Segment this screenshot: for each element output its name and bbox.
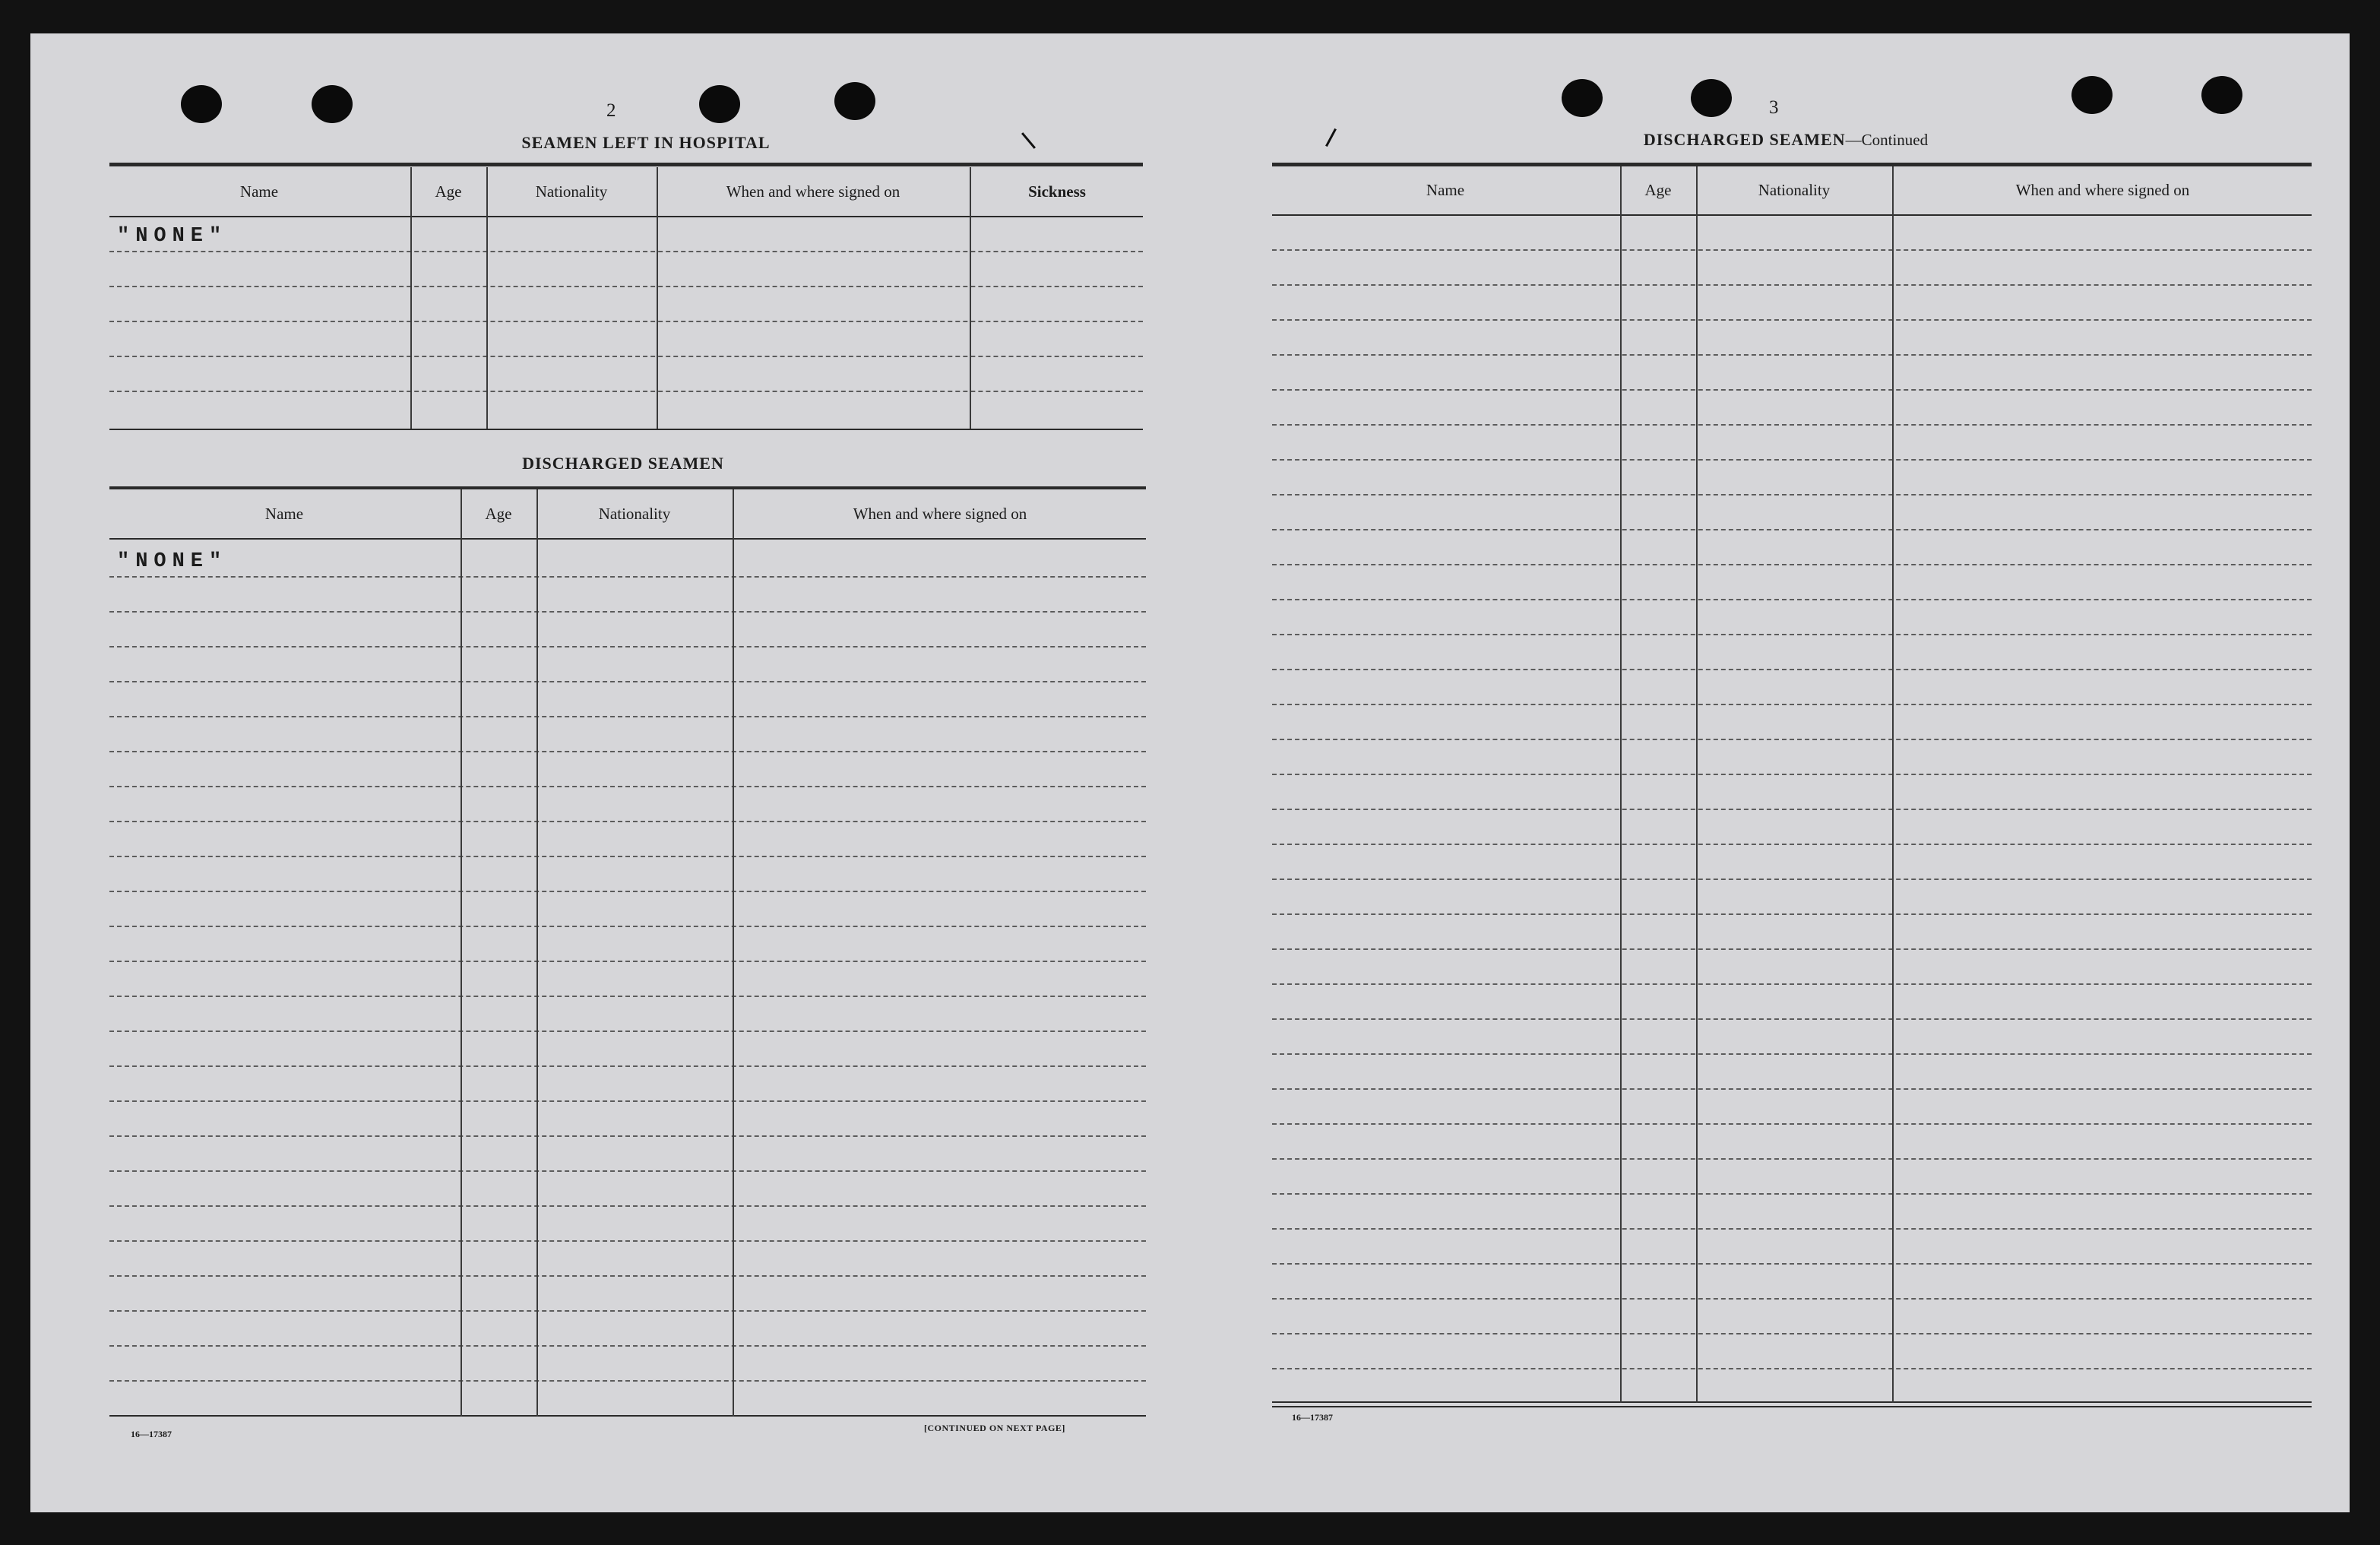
- continued-note: [CONTINUED ON NEXT PAGE]: [924, 1423, 1065, 1433]
- table-row: [1272, 354, 2312, 356]
- punch-hole: [312, 85, 353, 123]
- pen-mark: [1021, 132, 1036, 149]
- table-row: [109, 681, 1146, 682]
- table-row: [1272, 1228, 2312, 1230]
- col-header-age: Age: [1644, 181, 1672, 199]
- punch-hole: [2071, 76, 2113, 114]
- table-row: [109, 1275, 1146, 1277]
- table-row: [1272, 983, 2312, 985]
- column-divider: [657, 167, 658, 429]
- table-row: [1272, 564, 2312, 565]
- col-header-signed-on: When and where signed on: [2015, 181, 2190, 199]
- table-top-rule: [109, 486, 1146, 489]
- table-row: [1272, 739, 2312, 740]
- col-header-signed-on: When and where signed on: [853, 505, 1027, 523]
- column-divider: [970, 167, 971, 429]
- column-divider: [486, 167, 488, 429]
- table-row: [1272, 284, 2312, 286]
- table-row: [1272, 669, 2312, 670]
- table-row: [1272, 389, 2312, 391]
- table-row: [109, 1065, 1146, 1067]
- header-rule: [1272, 214, 2312, 216]
- col-header-age: Age: [485, 505, 512, 523]
- table-row: [1272, 809, 2312, 810]
- table-row: [1272, 319, 2312, 321]
- table-row: [109, 1240, 1146, 1242]
- col-header-nationality: Nationality: [535, 182, 608, 201]
- punch-hole: [699, 85, 740, 123]
- col-header-nationality: Nationality: [1758, 181, 1831, 199]
- table-row: [109, 1031, 1146, 1032]
- column-divider: [460, 489, 462, 1417]
- section-title-seamen-left-in-hospital: SEAMEN LEFT IN HOSPITAL: [521, 133, 771, 152]
- discharged-entry: "NONE": [117, 550, 228, 573]
- table-row: [109, 891, 1146, 892]
- table-row: [1272, 1018, 2312, 1020]
- table-row: [109, 611, 1146, 613]
- table-row: [109, 996, 1146, 997]
- table-row: [1272, 774, 2312, 775]
- header-rule: [109, 216, 1143, 217]
- table-row: [109, 251, 1143, 252]
- table-row: [1272, 1088, 2312, 1090]
- table-bottom-rule-double: [1272, 1406, 2312, 1407]
- hospital-entry: "NONE": [117, 225, 228, 248]
- table-top-rule: [1272, 163, 2312, 166]
- table-row: [109, 321, 1143, 322]
- table-row: [1272, 1158, 2312, 1160]
- column-divider: [410, 167, 412, 429]
- pen-mark: [1325, 128, 1337, 147]
- col-header-name: Name: [239, 182, 279, 201]
- title-main: DISCHARGED SEAMEN: [1643, 130, 1846, 149]
- col-header-signed-on: When and where signed on: [726, 182, 900, 201]
- table-row: [1272, 948, 2312, 950]
- page-number: 2: [606, 100, 616, 121]
- table-row: [109, 1135, 1146, 1137]
- table-row: [1272, 844, 2312, 845]
- table-row: [1272, 459, 2312, 461]
- title-continued: —Continued: [1845, 131, 1929, 149]
- col-header-name: Name: [264, 505, 304, 523]
- col-header-nationality: Nationality: [598, 505, 671, 523]
- punch-hole: [1562, 79, 1603, 117]
- table-row: [1272, 1193, 2312, 1195]
- table-bottom-rule: [109, 429, 1143, 430]
- col-header-sickness: Sickness: [1028, 182, 1086, 201]
- col-header-age: Age: [435, 182, 462, 201]
- punch-hole: [1691, 79, 1732, 117]
- column-divider: [733, 489, 734, 1417]
- table-row: [109, 391, 1143, 392]
- table-row: [109, 646, 1146, 647]
- table-row: [1272, 634, 2312, 635]
- table-row: [1272, 1333, 2312, 1334]
- table-row: [109, 1170, 1146, 1172]
- table-row: [109, 961, 1146, 962]
- table-row: [109, 821, 1146, 822]
- table-row: [109, 1100, 1146, 1102]
- table-row: [1272, 1298, 2312, 1300]
- table-row: [109, 1380, 1146, 1382]
- table-row: [109, 576, 1146, 578]
- table-row: [1272, 1368, 2312, 1369]
- table-row: [1272, 249, 2312, 251]
- table-row: [1272, 1123, 2312, 1125]
- form-number: 16—17387: [131, 1429, 172, 1439]
- punch-hole: [834, 82, 875, 120]
- table-top-rule: [109, 163, 1143, 166]
- table-row: [1272, 1263, 2312, 1265]
- table-row: [1272, 529, 2312, 530]
- table-row: [1272, 1053, 2312, 1055]
- header-rule: [109, 538, 1146, 540]
- table-row: [109, 716, 1146, 717]
- table-row: [109, 286, 1143, 287]
- table-row: [1272, 704, 2312, 705]
- table-row: [1272, 424, 2312, 426]
- table-row: [109, 856, 1146, 857]
- section-title-discharged-continued: [1520, 130, 2052, 150]
- table-row: [109, 356, 1143, 357]
- document-spread: [30, 33, 2350, 1512]
- column-divider: [1892, 166, 1894, 1403]
- table-row: [109, 1205, 1146, 1207]
- table-row: [1272, 599, 2312, 600]
- table-row: [109, 751, 1146, 752]
- table-row: [1272, 879, 2312, 880]
- section-title-discharged-seamen: DISCHARGED SEAMEN: [522, 454, 724, 473]
- table-row: [109, 786, 1146, 787]
- table-bottom-rule: [1272, 1401, 2312, 1403]
- punch-hole: [181, 85, 222, 123]
- table-row: [109, 926, 1146, 927]
- punch-hole: [2201, 76, 2242, 114]
- page-number: 3: [1769, 97, 1779, 118]
- table-row: [109, 1310, 1146, 1312]
- form-number: 16—17387: [1292, 1412, 1333, 1423]
- table-row: [1272, 494, 2312, 495]
- column-divider: [1696, 166, 1698, 1403]
- table-row: [1272, 913, 2312, 915]
- col-header-name: Name: [1426, 181, 1465, 199]
- table-row: [109, 1345, 1146, 1347]
- table-bottom-rule: [109, 1415, 1146, 1417]
- column-divider: [1620, 166, 1622, 1403]
- column-divider: [536, 489, 538, 1417]
